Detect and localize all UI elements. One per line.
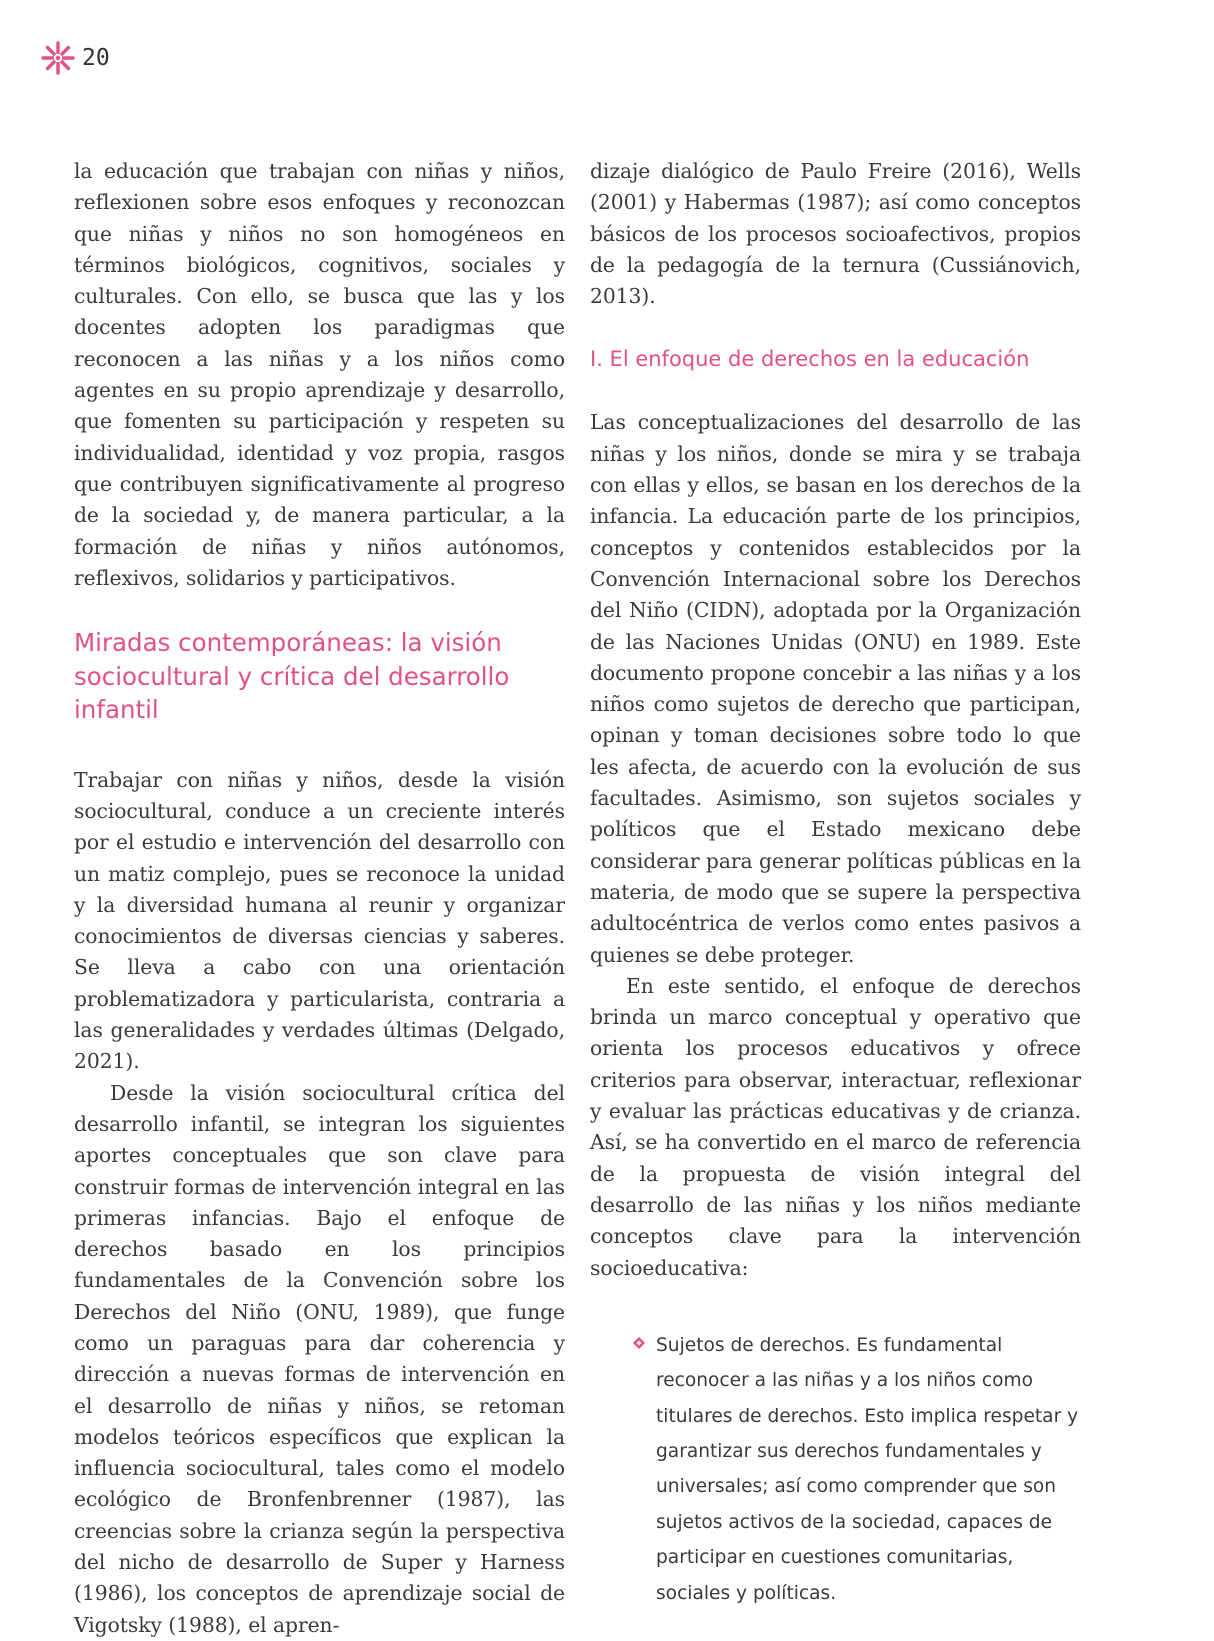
asterisk-flower-icon: [40, 40, 76, 76]
left-column: [74, 156, 565, 1641]
bullet-text: Sujetos de derechos. Es fundamental reconocer a las niñas y a los niños como titulares de derechos. Esto implica respetar y garantizar sus derechos fundamentales y universales; así como comprender que son sujetos activos de la sociedad, capaces de participar en cuestiones comunitarias, sociales y políticas.: [656, 1334, 1079, 1604]
diamond-bullet-icon: [632, 1336, 646, 1350]
left-paragraph-3: Desde la visión sociocultural crítica del desarrollo infantil, se integran los siguientes aportes conceptuales que son clave para construir formas de intervención integral en las primeras infancias. Bajo el enfoque de derechos basado en los principios fundamentales de la Convención sobre los Derechos del Niño (ONU, 1989), que funge como un paraguas para dar coherencia y dirección a nuevas formas de intervención en el desarrollo de niñas y niños, se retoman modelos teóricos específicos que explican la influencia sociocultural, tales como el modelo ecológico de Bronfenbrenner (1987), las creencias sobre la crianza según la perspectiva del nicho de desarrollo de Super y Harness (1986), los conceptos de aprendizaje social de Vigotsky (1988), el apren-: [74, 1080, 565, 1637]
left-paragraph-2: Trabajar con niñas y niños, desde la visión sociocultural, conduce a un creciente interés por el estudio e intervención del desarrollo con un matiz complejo, pues se reconoce la unidad y la diversidad humana al reunir y organizar conocimientos de diversas ciencias y saberes. Se lleva a cabo con una orientación problematizadora y particularista, contraria a las generalidades y verdades últimas (Delgado, 2021).: [74, 767, 565, 1074]
left-paragraph-1: la educación que trabajan con niñas y niños, reflexionen sobre esos enfoques y reconozcan que niñas y niños no son homogéneos en términos biológicos, cognitivos, sociales y culturales. Con ello, se busca que las y los docentes adopten los paradigmas que reconocen a las niñas y a los niños como agentes en su propio aprendizaje y desarrollo, que fomenten su participación y respeten su individualidad, identidad y voz propia, rasgos que contribuyen significativamente al progreso de la sociedad y, de manera particular, a la formación de niñas y niños autónomos, reflexivos, solidarios y participativos.: [74, 159, 565, 590]
section-heading-miradas: Miradas contemporáneas: la visión sociocultural y crítica del desarrollo infantil: [74, 628, 510, 725]
bullet-list: [590, 1328, 1081, 1611]
right-paragraph-3: En este sentido, el enfoque de derechos brinda un marco conceptual y operativo que orienta los procesos educativos y ofrece criterios para observar, interactuar, reflexionar y evaluar las prácticas educativas y de crianza. Así, se ha convertido en el marco de referencia de la propuesta de visión integral del desarrollo de las niñas y los niños mediante conceptos clave para la intervención socioeducativa:: [590, 973, 1081, 1280]
right-paragraph-1: dizaje dialógico de Paulo Freire (2016), Wells (2001) y Habermas (1987); así como conceptos básicos de los procesos socioafectivos, propios de la pedagogía de la ternura (Cussiánovich, 2013).: [590, 159, 1081, 309]
page-header: [40, 38, 110, 78]
page-number: 20: [82, 45, 110, 71]
list-item: [590, 1328, 1081, 1611]
right-column: [590, 156, 1081, 1611]
section-heading-enfoque-derechos: I. El enfoque de derechos en la educación: [590, 347, 1030, 372]
right-paragraph-2: Las conceptualizaciones del desarrollo de las niñas y los niños, donde se mira y se trabaja con ellas y ellos, se basan en los derechos de la infancia. La educación parte de los principios, conceptos y contenidos establecidos por la Convención Internacional sobre los Derechos del Niño (CIDN), adoptada por la Organización de las Naciones Unidas (ONU) en 1989. Este documento propone concebir a las niñas y a los niños como sujetos de derecho que participan, opinan y toman decisiones sobre todo lo que les afecta, de acuerdo con la evolución de sus facultades. Asimismo, son sujetos sociales y políticos que el Estado mexicano debe considerar para generar políticas públicas en la materia, de modo que se supere la perspectiva adultocéntrica de verlos como entes pasivos a quienes se debe proteger.: [590, 410, 1081, 967]
